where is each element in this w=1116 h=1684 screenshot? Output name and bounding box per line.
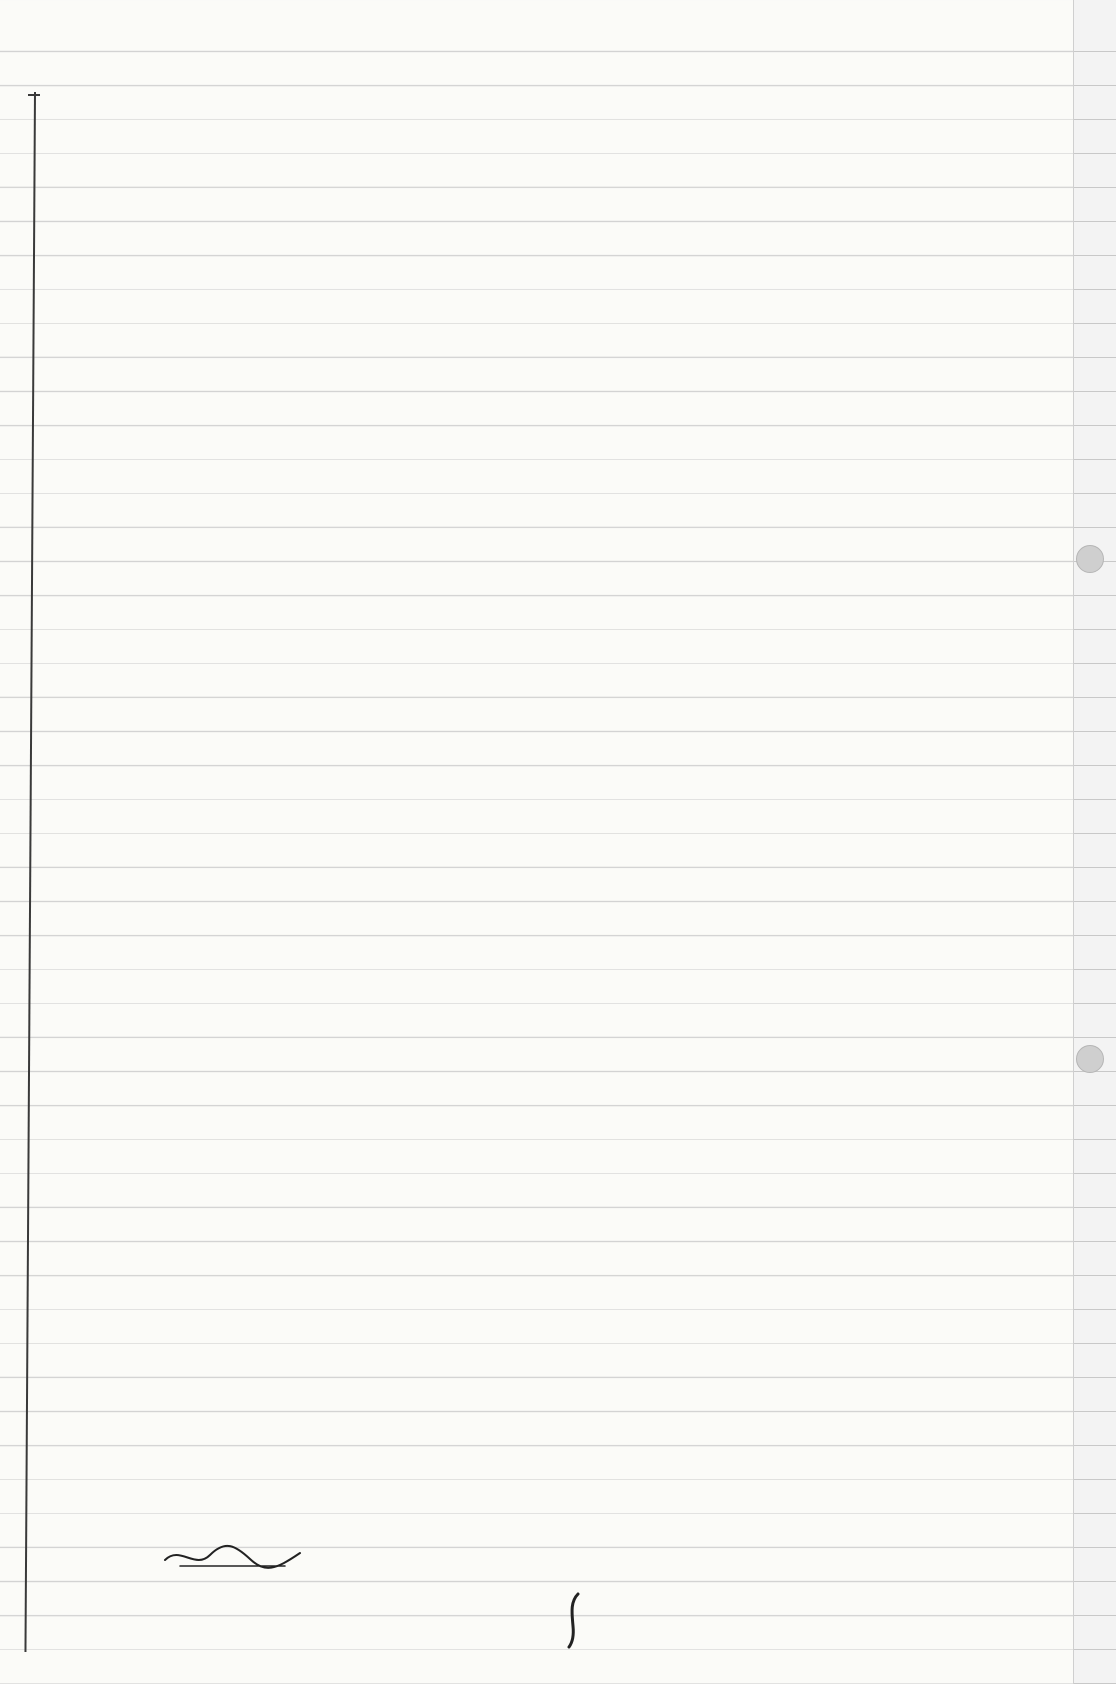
handwritten-line-8	[55, 810, 950, 843]
punch-hole-bottom	[1076, 1045, 1104, 1073]
handwritten-line-14	[55, 1360, 950, 1393]
handwritten-line-3	[55, 320, 950, 353]
handwritten-line-15	[55, 1445, 950, 1478]
handwritten-line-4	[55, 425, 950, 458]
handwritten-line-5	[55, 520, 950, 553]
handwritten-line-11	[55, 1085, 950, 1118]
left-margin-line	[24, 92, 36, 1652]
handwritten-line-13	[55, 1265, 950, 1298]
page-number	[560, 1590, 590, 1650]
handwritten-line-1	[55, 135, 950, 168]
handwritten-line-10	[55, 990, 950, 1023]
margin-corner-mark	[28, 94, 40, 96]
handwritten-signature	[160, 1535, 310, 1575]
handwritten-line-16	[520, 1535, 950, 1568]
handwritten-line-7	[55, 715, 950, 748]
handwritten-line-6	[55, 620, 950, 653]
handwritten-line-9	[55, 905, 950, 938]
punch-hole-top	[1076, 545, 1104, 573]
handwritten-line-12	[55, 1180, 950, 1213]
binding-edge-strip	[1073, 0, 1116, 1684]
handwritten-line-2	[55, 220, 950, 253]
